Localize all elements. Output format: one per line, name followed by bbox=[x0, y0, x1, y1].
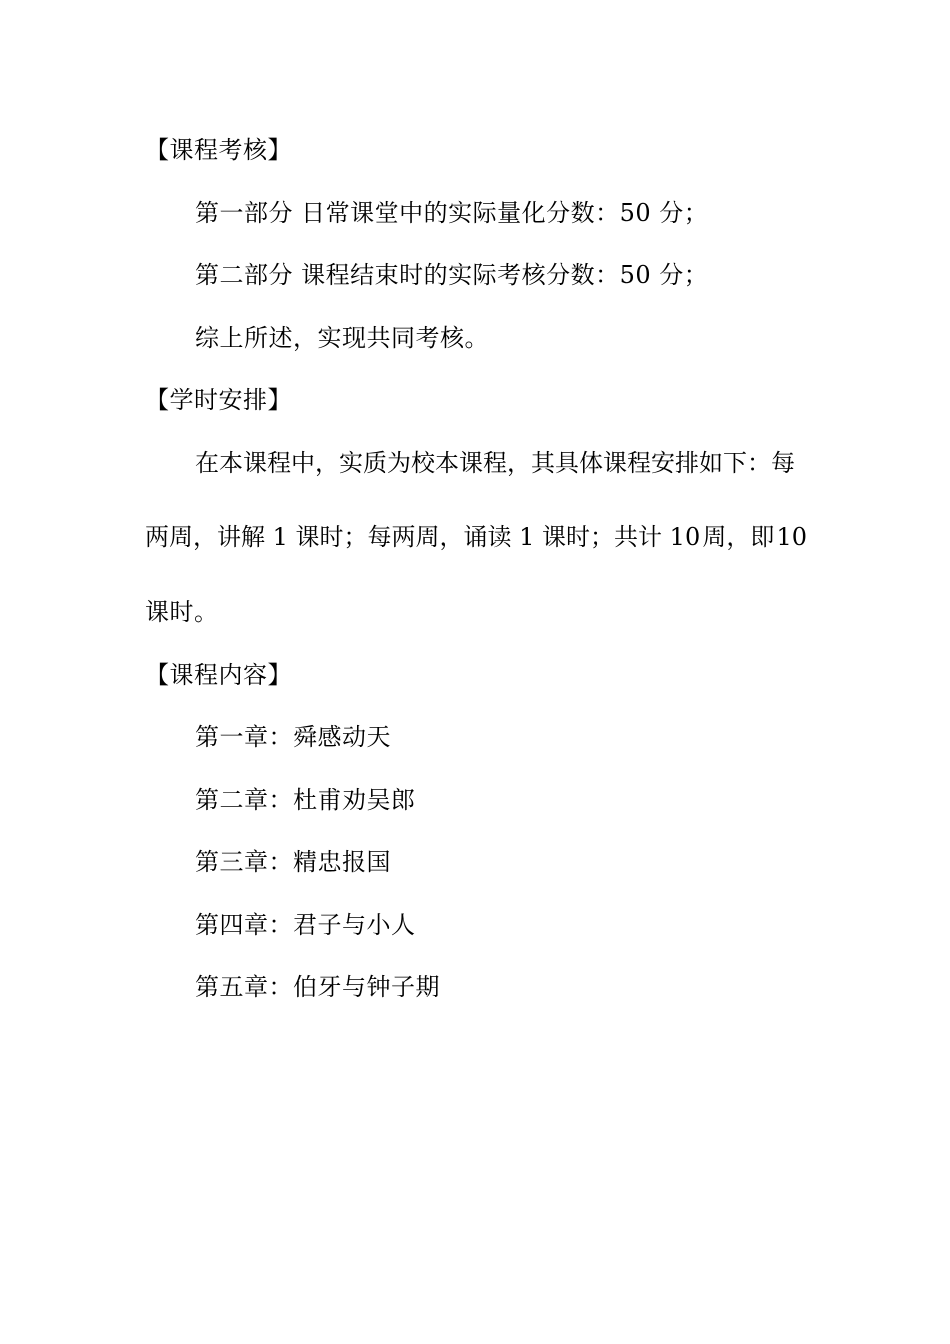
schedule-paragraph-line-1: 在本课程中，实质为校本课程，其具体课程安排如下：每 bbox=[195, 449, 795, 477]
chapter-item-2: 第二章：杜甫劝吴郎 bbox=[195, 786, 416, 814]
schedule-paragraph-line-3: 课时。 bbox=[145, 598, 219, 626]
assessment-line-2: 第二部分 课程结束时的实际考核分数：50 分； bbox=[195, 261, 709, 289]
assessment-line-1: 第一部分 日常课堂中的实际量化分数：50 分； bbox=[195, 199, 709, 227]
chapter-item-5: 第五章：伯牙与钟子期 bbox=[195, 973, 440, 1001]
schedule-line-2-part-1: 两周，讲解 1 课时；每两周，诵读 1 课时；共计 10 bbox=[145, 523, 701, 551]
section-heading-assessment: 【课程考核】 bbox=[145, 136, 292, 164]
chapter-item-1: 第一章：舜感动天 bbox=[195, 723, 391, 751]
section-heading-content: 【课程内容】 bbox=[145, 661, 292, 689]
chapter-item-4: 第四章：君子与小人 bbox=[195, 911, 416, 939]
schedule-paragraph-line-2 bbox=[145, 522, 807, 552]
schedule-line-2-part-2: 周，即 bbox=[702, 523, 775, 551]
section-heading-schedule: 【学时安排】 bbox=[145, 386, 292, 414]
schedule-line-2-part-3: 10 bbox=[776, 523, 807, 551]
assessment-line-3: 综上所述，实现共同考核。 bbox=[195, 324, 489, 352]
chapter-item-3: 第三章：精忠报国 bbox=[195, 848, 391, 876]
